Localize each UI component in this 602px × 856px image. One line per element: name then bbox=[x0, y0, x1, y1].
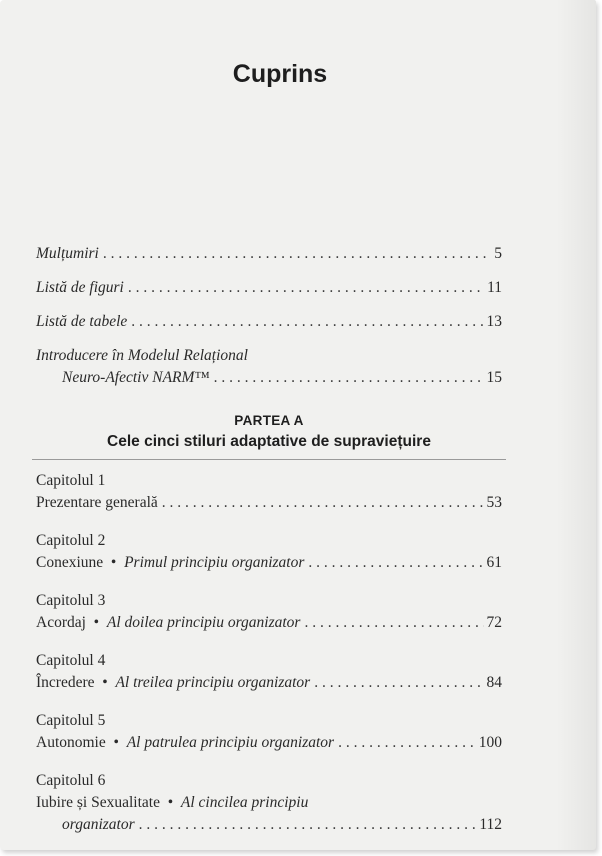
page-number: 100 bbox=[478, 734, 502, 751]
part-title: Cele cinci stiluri adaptative de supraviețuire bbox=[107, 433, 431, 450]
bullet-separator: • bbox=[167, 794, 174, 811]
toc-entry-chapter-3 bbox=[36, 612, 502, 634]
dot-leader bbox=[103, 243, 491, 265]
table-of-contents bbox=[36, 243, 502, 836]
entry-label: Listă de tabele bbox=[36, 313, 128, 330]
toc-entry-chapter-5 bbox=[36, 732, 502, 754]
toc-entry-multumiri bbox=[36, 243, 502, 265]
toc-entry-chapter-1 bbox=[36, 492, 502, 514]
chapter-heading: Capitolul 2 bbox=[36, 532, 106, 549]
chapter-name: Iubire și Sexualitate bbox=[36, 794, 160, 811]
page-title: Cuprins bbox=[232, 60, 328, 88]
chapter-heading: Capitolul 3 bbox=[36, 592, 106, 609]
page-number: 11 bbox=[487, 279, 502, 296]
chapter-subtitle: Al cincilea principiu bbox=[180, 794, 309, 811]
dot-leader bbox=[338, 732, 476, 754]
dot-leader bbox=[139, 814, 477, 836]
chapter-heading: Capitolul 4 bbox=[36, 652, 106, 669]
page-number: 15 bbox=[486, 369, 502, 386]
dot-leader bbox=[214, 367, 484, 389]
page-number: 112 bbox=[479, 816, 502, 833]
page-number: 53 bbox=[486, 494, 502, 511]
chapter-name: Încredere bbox=[36, 674, 95, 691]
page-number: 72 bbox=[486, 614, 502, 631]
chapter-subtitle-line2: organizator bbox=[62, 816, 135, 833]
dot-leader bbox=[128, 277, 484, 299]
bullet-separator: • bbox=[102, 674, 108, 691]
dot-leader bbox=[308, 552, 483, 574]
toc-entry-introducere bbox=[36, 367, 502, 389]
toc-entry-lista-figuri bbox=[36, 277, 502, 299]
dot-leader bbox=[131, 311, 483, 333]
chapter-subtitle: Al treilea principiu organizator bbox=[115, 674, 311, 691]
chapter-subtitle: Al patrulea principiu organizator bbox=[126, 734, 335, 751]
dot-leader bbox=[314, 672, 483, 694]
chapter-name: Autonomie bbox=[36, 734, 106, 751]
chapter-name-line bbox=[36, 612, 300, 634]
chapter-name-line bbox=[36, 552, 304, 574]
bullet-separator: • bbox=[93, 614, 100, 631]
chapter-name: Acordaj bbox=[36, 614, 86, 631]
part-label: PARTEA A bbox=[234, 413, 304, 428]
chapter-subtitle: Al doilea principiu organizator bbox=[106, 614, 301, 631]
page-number: 5 bbox=[494, 245, 502, 262]
bullet-separator: • bbox=[113, 734, 119, 751]
page-number: 61 bbox=[486, 554, 502, 571]
toc-entry-chapter-4 bbox=[36, 672, 502, 694]
chapter-name: Conexiune bbox=[36, 554, 104, 571]
toc-entry-chapter-2 bbox=[36, 552, 502, 574]
chapter-name-line bbox=[36, 672, 310, 694]
chapter-heading: Capitolul 6 bbox=[36, 772, 106, 789]
chapter-subtitle: Primul principiu organizator bbox=[124, 554, 305, 571]
bullet-separator: • bbox=[110, 554, 117, 571]
entry-label: Neuro-Afectiv NARM™ bbox=[62, 369, 210, 386]
toc-entry-lista-tabele bbox=[36, 311, 502, 333]
entry-label: Mulțumiri bbox=[36, 245, 99, 262]
entry-label-line1: Introducere în Modelul Relațional bbox=[36, 347, 248, 364]
page-number: 84 bbox=[486, 674, 502, 691]
chapter-heading: Capitolul 5 bbox=[36, 712, 106, 729]
chapter-name: Prezentare generală bbox=[36, 494, 158, 511]
part-heading bbox=[36, 411, 502, 453]
toc-entry-chapter-6 bbox=[36, 814, 502, 836]
chapter-name-line bbox=[36, 732, 334, 754]
chapter-heading: Capitolul 1 bbox=[36, 472, 106, 489]
entry-label: Listă de figuri bbox=[36, 279, 124, 296]
dot-leader bbox=[304, 612, 483, 634]
dot-leader bbox=[162, 492, 484, 514]
chapter-name-line bbox=[36, 792, 502, 814]
page-number: 13 bbox=[486, 313, 502, 330]
